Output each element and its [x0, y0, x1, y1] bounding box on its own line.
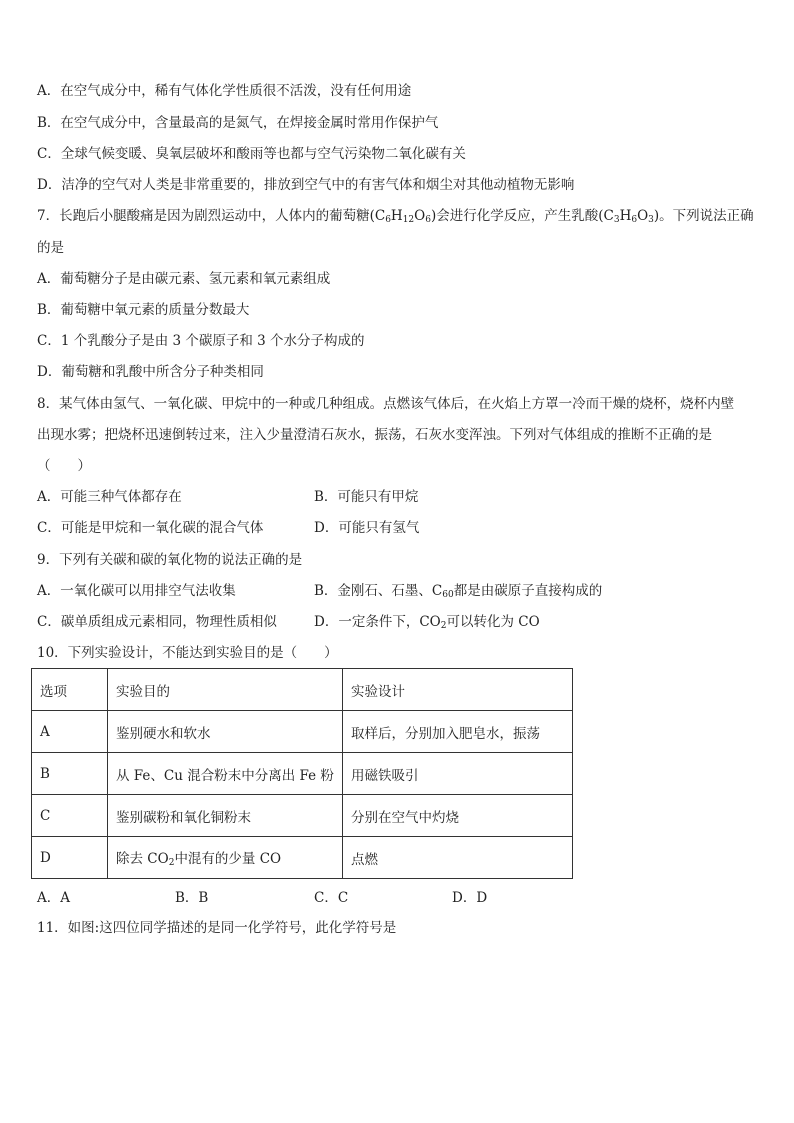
cell-design: 用磁铁吸引	[343, 753, 573, 795]
q6-option-c: C．全球气候变暖、臭氧层破坏和酸雨等也都与空气污染物二氧化碳有关	[37, 146, 466, 162]
header-design: 实验设计	[343, 669, 573, 711]
cell-goal: 鉴别碳粉和氧化铜粉末	[108, 795, 343, 837]
q7-option-d: D．葡萄糖和乳酸中所含分子种类相同	[37, 364, 264, 380]
cell-goal: 鉴别硬水和软水	[108, 711, 343, 753]
q9-option-a: A．一氧化碳可以用排空气法收集	[37, 583, 236, 599]
cell-design: 分别在空气中灼烧	[343, 795, 573, 837]
cell-design: 点燃	[343, 837, 573, 879]
header-option: 选项	[32, 669, 108, 711]
table-row	[32, 837, 573, 879]
q8-stem-line1: 8．某气体由氢气、一氧化碳、甲烷中的一种或几种组成。点燃该气体后，在火焰上方罩一冷而干燥的烧杯，烧杯内壁	[37, 396, 735, 412]
cell-design: 取样后，分别加入肥皂水，振荡	[343, 711, 573, 753]
q7-stem-line1: 7．长跑后小腿酸痛是因为剧烈运动中，人体内的葡萄糖$(C_6H_{12}O_6)$会进行化学反应，产生乳酸$(C_3H_6O_3)$。下列说法正确	[37, 208, 754, 225]
q11-stem: 11．如图:这四位同学描述的是同一化学符号，此化学符号是	[37, 920, 397, 936]
q10-answer-b: B．B	[175, 890, 209, 906]
q9-stem: 9．下列有关碳和碳的氧化物的说法正确的是	[37, 552, 303, 568]
cell-option: D	[32, 837, 108, 879]
q6-option-d: D．洁净的空气对人类是非常重要的，排放到空气中的有害气体和烟尘对其他动植物无影响	[37, 177, 575, 193]
q8-option-b: B．可能只有甲烷	[314, 489, 419, 505]
q7-option-c: C．1 个乳酸分子是由 3 个碳原子和 3 个水分子构成的	[37, 333, 365, 349]
table-row	[32, 753, 573, 795]
q9-option-b: B．金刚石、石墨、$C_{60}$都是由碳原子直接构成的	[314, 583, 603, 600]
table-header-row	[32, 669, 573, 711]
q10-table	[31, 668, 573, 879]
q7-option-b: B．葡萄糖中氧元素的质量分数最大	[37, 302, 250, 318]
q8-option-d: D．可能只有氢气	[314, 520, 420, 536]
cell-option: B	[32, 753, 108, 795]
header-goal: 实验目的	[108, 669, 343, 711]
q9-option-d: D．一定条件下，$CO_2$可以转化为 CO	[314, 614, 540, 631]
q7-option-a: A．葡萄糖分子是由碳元素、氢元素和氧元素组成	[37, 271, 331, 287]
q10-answer-a: A．A	[37, 890, 70, 906]
q8-stem-line2: 出现水雾；把烧杯迅速倒转过来，注入少量澄清石灰水，振荡，石灰水变浑浊。下列对气体组成的推断不正确的是	[37, 427, 712, 443]
table-row	[32, 711, 573, 753]
cell-option: C	[32, 795, 108, 837]
table-row	[32, 795, 573, 837]
q7-stem-line2: 的是	[37, 240, 64, 256]
cell-option: A	[32, 711, 108, 753]
q8-stem-line3: （ ）	[37, 458, 91, 474]
cell-goal: 除去 $CO_2$中混有的少量 CO	[108, 837, 343, 879]
q10-answer-d: D．D	[452, 890, 488, 906]
cell-goal: 从 Fe、Cu 混合粉末中分离出 Fe 粉	[108, 753, 343, 795]
q10-answer-c: C．C	[314, 890, 349, 906]
q10-stem: 10．下列实验设计，不能达到实验目的是（ ）	[37, 645, 338, 661]
q6-option-a: A．在空气成分中，稀有气体化学性质很不活泼，没有任何用途	[37, 83, 412, 99]
q8-option-a: A．可能三种气体都存在	[37, 489, 182, 505]
q9-option-c: C．碳单质组成元素相同，物理性质相似	[37, 614, 277, 630]
q8-option-c: C．可能是甲烷和一氧化碳的混合气体	[37, 520, 264, 536]
q6-option-b: B．在空气成分中，含量最高的是氮气，在焊接金属时常用作保护气	[37, 115, 439, 131]
